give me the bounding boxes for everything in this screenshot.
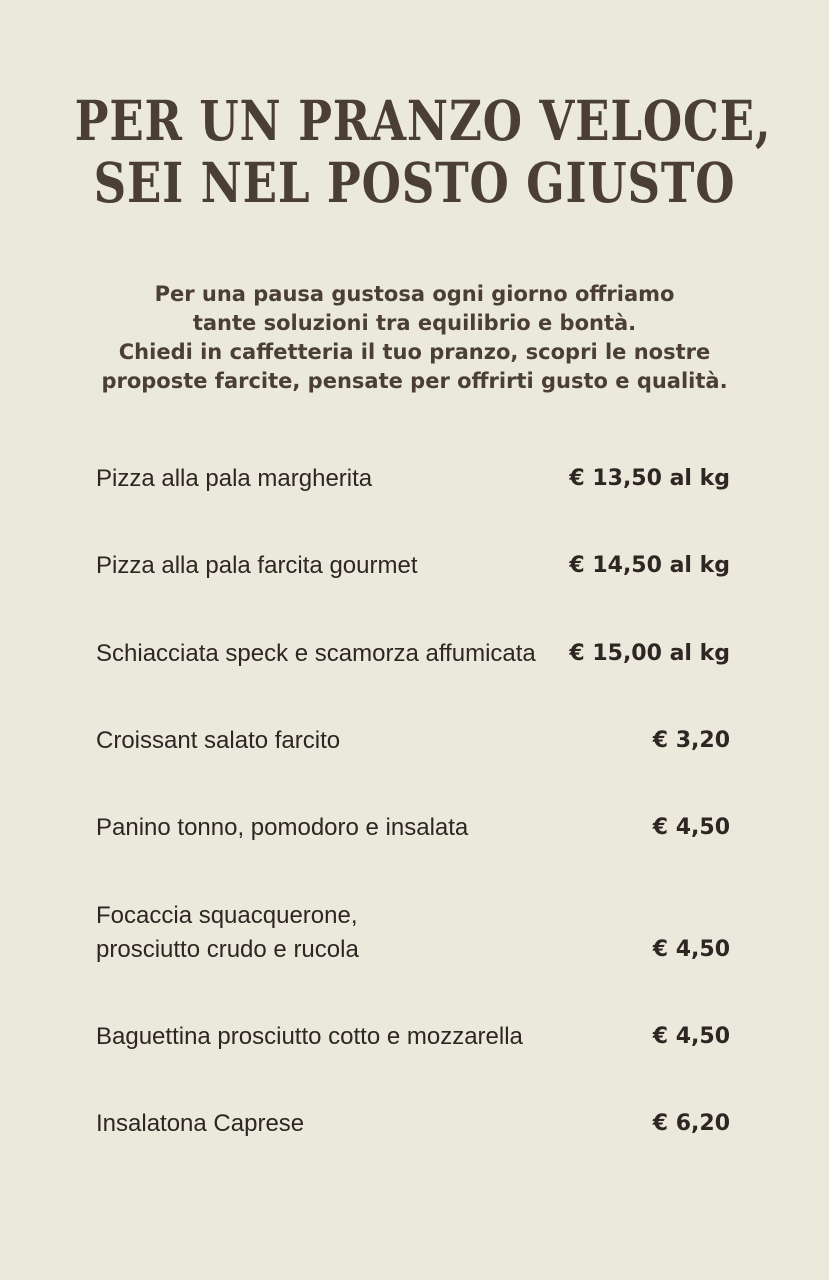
menu-item xyxy=(96,724,730,758)
menu-item-name: Pizza alla pala margherita xyxy=(96,465,373,492)
menu-item-price: € 4,50 xyxy=(652,1024,730,1049)
menu-item-name: Schiacciata speck e scamorza affumicata xyxy=(96,640,536,667)
menu-item-price: € 15,00 al kg xyxy=(569,641,730,666)
intro-line-2: tante soluzioni tra equilibrio e bontà. xyxy=(192,311,637,335)
menu-item-price: € 13,50 al kg xyxy=(569,466,730,491)
menu-item-name: Baguettina prosciutto cotto e mozzarella xyxy=(96,1023,523,1050)
menu-item xyxy=(96,811,730,845)
menu-item xyxy=(96,549,730,583)
menu-item-price: € 3,20 xyxy=(652,728,730,753)
menu-item-name: Focaccia squacquerone, prosciutto crudo e rucola xyxy=(96,902,359,963)
intro-line-1: Per una pausa gustosa ogni giorno offriamo xyxy=(154,282,675,306)
menu-item-price: € 14,50 al kg xyxy=(569,553,730,578)
menu-item-price: € 6,20 xyxy=(652,1111,730,1136)
menu-item xyxy=(96,1020,730,1054)
menu-item-price: € 4,50 xyxy=(652,815,730,840)
title-line-1: PER UN PRANZO VELOCE, xyxy=(74,88,772,153)
page-title xyxy=(0,90,829,214)
menu-item-price: € 4,50 xyxy=(652,937,730,962)
menu-item xyxy=(96,637,730,671)
menu-item-name: Croissant salato farcito xyxy=(96,727,341,754)
menu-item xyxy=(96,899,730,967)
title-line-2: SEI NEL POSTO GIUSTO xyxy=(93,150,736,215)
intro-text xyxy=(0,280,829,396)
menu-item xyxy=(96,462,730,496)
menu-item xyxy=(96,1107,730,1141)
menu-item-name: Insalatona Caprese xyxy=(96,1110,305,1137)
menu-item-name: Panino tonno, pomodoro e insalata xyxy=(96,814,469,841)
intro-line-4: proposte farcite, pensate per offrirti gusto e qualità. xyxy=(101,369,728,393)
menu-item-name: Pizza alla pala farcita gourmet xyxy=(96,552,418,579)
intro-line-3: Chiedi in caffetteria il tuo pranzo, scopri le nostre xyxy=(118,340,711,364)
